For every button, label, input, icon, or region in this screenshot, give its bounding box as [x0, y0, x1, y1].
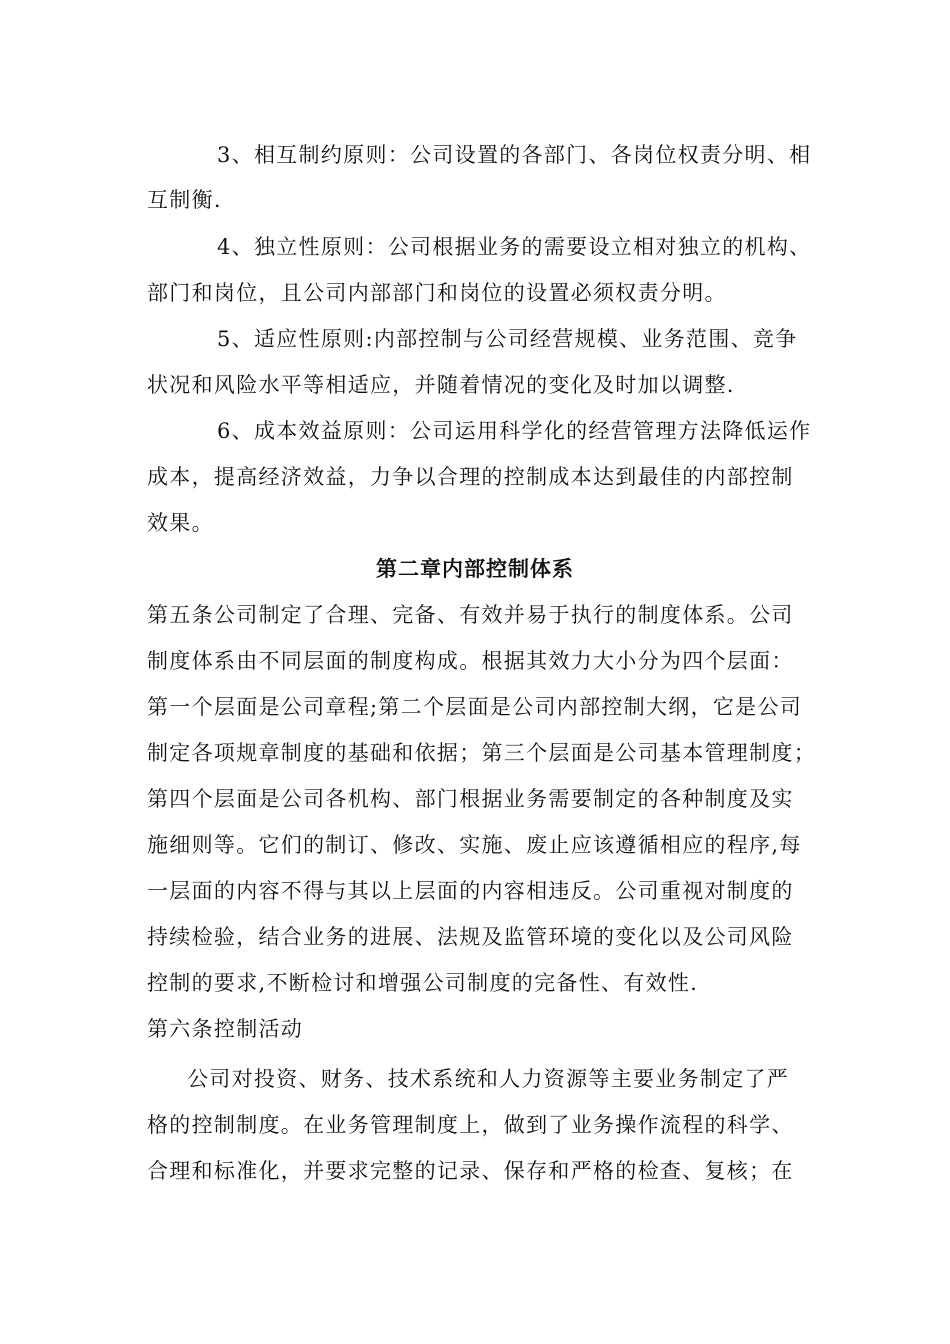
paragraph-line: 第一个层面是公司章程;第二个层面是公司内部控制大纲，它是公司 [147, 695, 803, 719]
paragraph-line: 一层面的内容不得与其以上层面的内容相违反。公司重视对制度的 [147, 879, 794, 903]
paragraph-line: 格的控制制度。在业务管理制度上，做到了业务操作流程的科学、 [147, 1113, 794, 1137]
paragraph-line: 6、成本效益原则：公司运用科学化的经营管理方法降低运作 [217, 419, 812, 443]
paragraph-line: 4、独立性原则：公司根据业务的需要设立相对独立的机构、 [217, 235, 812, 259]
paragraph-line: 第五条公司制定了合理、完备、有效并易于执行的制度体系。公司 [147, 603, 794, 627]
paragraph-line: 效果。 [147, 511, 214, 535]
paragraph-line: 部门和岗位，且公司内部部门和岗位的设置必须权责分明。 [147, 281, 727, 305]
paragraph-line: 施细则等。它们的制订、修改、实施、废止应该遵循相应的程序,每 [147, 833, 802, 857]
paragraph-line: 成本，提高经济效益，力争以合理的控制成本达到最佳的内部控制 [147, 465, 794, 489]
paragraph-line: 持续检验，结合业务的进展、法规及监管环境的变化以及公司风险 [147, 925, 794, 949]
paragraph-line: 互制衡. [147, 188, 222, 212]
paragraph-line: 第四个层面是公司各机构、部门根据业务需要制定的各种制度及实 [147, 787, 794, 811]
paragraph-line: 制度体系由不同层面的制度构成。根据其效力大小分为四个层面： [147, 649, 794, 673]
paragraph-line: 公司对投资、财务、技术系统和人力资源等主要业务制定了严 [187, 1067, 790, 1091]
paragraph-line: 5、适应性原则:内部控制与公司经营规模、业务范围、竞争 [217, 327, 798, 351]
paragraph-line: 控制的要求,不断检讨和增强公司制度的完备性、有效性. [147, 971, 699, 995]
paragraph-line: 3、相互制约原则：公司设置的各部门、各岗位权责分明、相 [217, 143, 812, 167]
paragraph-line: 合理和标准化，并要求完整的记录、保存和严格的检查、复核；在 [147, 1159, 794, 1183]
paragraph-line: 制定各项规章制度的基础和依据；第三个层面是公司基本管理制度； [147, 741, 816, 765]
article-heading: 第六条控制活动 [147, 1017, 304, 1041]
chapter-heading: 第二章内部控制体系 [376, 556, 574, 581]
paragraph-line: 状况和风险水平等相适应，并随着情况的变化及时加以调整. [147, 373, 735, 397]
